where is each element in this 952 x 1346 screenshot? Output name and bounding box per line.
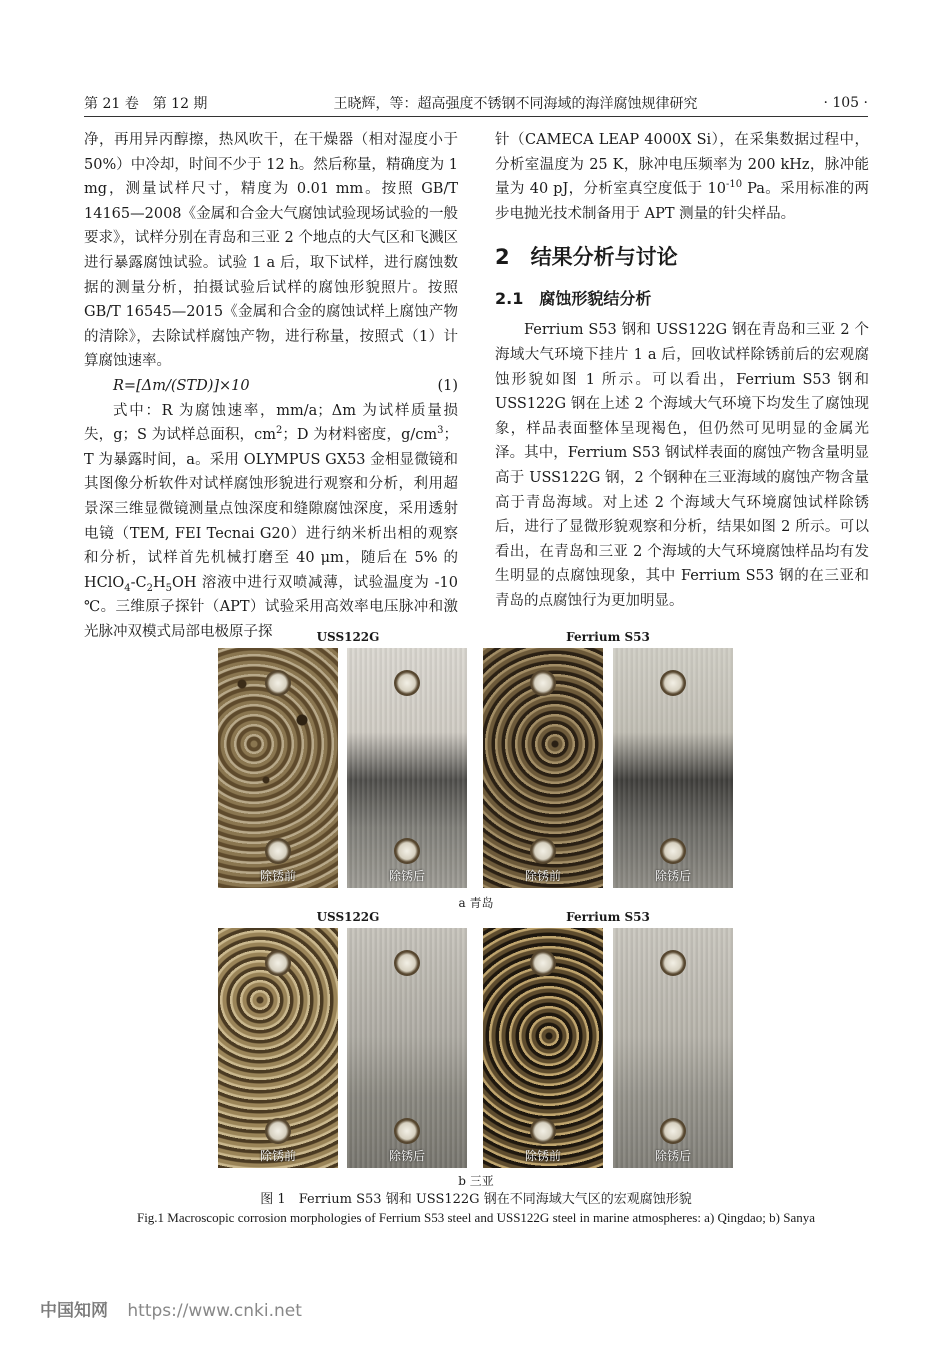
mounting-hole [530,670,556,696]
subcaption-b: b 三亚 [458,1174,494,1188]
specimen-photo [347,928,467,1168]
superscript: -10 [726,179,743,191]
panel-label: 除锈前 [259,1149,296,1163]
text-run: ；D 为材料密度，g/cm [282,427,438,444]
mounting-hole [660,1118,686,1144]
running-header [84,92,868,114]
mounting-hole [265,950,291,976]
header-title: 王晓辉，等：超高强度不锈钢不同海域的海洋腐蚀规律研究 [333,96,698,112]
section-title: 2 结果分析与讨论 [495,245,678,270]
subscript: 4 [124,582,131,594]
paragraph [495,128,869,226]
text-run: Pa。采用标准的两步电抛光技术制备用于 APT 测量的针尖样品。 [495,181,869,222]
panel-label: 除锈后 [388,869,425,883]
formula [84,374,458,399]
text-run: H [153,574,166,591]
specimen-photo [483,648,603,888]
text-run: 式中：R 为腐蚀速率，mm/a；Δm 为试样质量损失，g；S 为试样总面积，cm [84,402,458,444]
group-label-uss122g: USS122G [316,630,380,644]
watermark-logo-text: 中国知网 [40,1301,108,1321]
panel-label: 除锈后 [654,1149,691,1163]
paragraph [84,399,458,645]
header-page-number: · 105 · [823,95,868,111]
formula-number: (1) [437,377,458,394]
group-label-ferrium: Ferrium S53 [566,630,650,644]
mounting-hole [394,950,420,976]
specimen-photo [218,648,338,888]
paragraph: 净，再用异丙醇擦，热风吹干，在干燥器（相对湿度小于 50%）中冷却，时间不少于 12 h。然后称量，精确度为 1 mg，测量试样尺寸，精度为 0.01 mm。按照 GB/T 14165—2008《金属和合金大气腐蚀试验现场试验的一般要求》，试样分别在青岛和三亚 2 个地点的大气区和飞溅区进行暴露腐蚀试验。试验 1 a 后，取下试样，进行腐蚀数据的测量分析，拍摄试验后试样的腐蚀形貌照片。按照 GB/T 16545—2015《金属和合金的腐蚀试样上腐蚀产物的清除》，去除试样腐蚀产物，进行称量，按照式（1）计算腐蚀速率。 [84,132,458,370]
watermark-url: https://www.cnki.net [127,1301,302,1321]
specimen-photo [613,928,733,1168]
panel-label: 除锈后 [654,869,691,883]
superscript: 3 [437,425,444,437]
paragraph: Ferrium S53 钢和 USS122G 钢在青岛和三亚 2 个海域大气环境下挂片 1 a 后，回收试样除锈前后的宏观腐蚀形貌如图 1 所示。可以看出，Ferrium S53 钢和 USS122G 钢在上述 2 个海域大气环境下均发生了腐蚀现象，样品表面整体呈现褐色，但仍然可见明显的金属光泽。其中，Ferrium S53 钢试样表面的腐蚀产物含量明显高于 USS122G 钢，2 个钢种在三亚海域的腐蚀产物含量高于青岛海域。对上述 2 个海域大气环境腐蚀试样除锈后，进行了显微形貌观察和分析，结果如图 2 所示。可以看出，在青岛和三亚 2 个海域的大气环境腐蚀样品均有发生明显的点腐蚀现象，其中 Ferrium S53 钢的在三亚和青岛的点腐蚀行为更加明显。 [495,322,869,609]
text-run: 针（CAMECA LEAP 4000X Si），在采集数据过程中，分析室温度为 25 K，脉冲电压频率为 200 kHz，脉冲能量为 40 pJ，分析室真空度低于 10 [495,132,869,198]
mounting-hole [394,838,420,864]
mounting-hole [265,1118,291,1144]
mounting-hole [394,670,420,696]
panel-label: 除锈前 [259,869,296,883]
left-column [84,128,458,644]
subscript: 5 [165,582,173,594]
text-run: OH 溶液中进行双喷减薄，试验温度为 -10 ℃。三维原子探针（APT）试验采用高效率电压脉冲和激光脉冲双模式局部电极原子探 [84,574,458,640]
mounting-hole [660,670,686,696]
right-column [495,128,869,614]
figure-caption-en: Fig.1 Macroscopic corrosion morphologies of Ferrium S53 steel and USS122G steel in marine atmospheres: a) Qingdao; b) Sanya [136,1210,816,1225]
mounting-hole [660,950,686,976]
panel-label: 除锈前 [524,869,561,883]
panel-label: 除锈后 [388,1149,425,1163]
specimen-photo [483,928,603,1168]
panel-label: 除锈前 [524,1149,561,1163]
figure-caption-cn: 图 1 Ferrium S53 钢和 USS122G 钢在不同海域大气区的宏观腐蚀形貌 [260,1192,692,1207]
mounting-hole [530,838,556,864]
mounting-hole [530,1118,556,1144]
header-volume: 第 21 卷 第 12 期 [84,96,208,112]
mounting-hole [394,1118,420,1144]
mounting-hole [265,838,291,864]
mounting-hole [530,950,556,976]
text-run: -C [130,574,147,591]
figure-1 [0,626,952,1246]
header-rule [84,116,868,117]
specimen-photo [347,648,467,888]
subscript: 2 [146,582,154,594]
subcaption-a: a 青岛 [458,896,494,910]
group-label-uss122g: USS122G [316,910,380,924]
formula-expression: R=[Δm/(STD)]×10 [113,377,250,394]
superscript: 2 [276,425,283,437]
specimen-photo [613,648,733,888]
mounting-hole [265,670,291,696]
group-label-ferrium: Ferrium S53 [566,910,650,924]
subsection-title: 2.1 腐蚀形貌结分析 [495,289,652,309]
specimen-photo [218,928,338,1168]
mounting-hole [660,838,686,864]
watermark [40,1296,302,1321]
text-run: ；T 为暴露时间，a。采用 OLYMPUS GX53 金相显微镜和其图像分析软件对试样腐蚀形貌进行观察和分析，利用超景深三维显微镜测量点蚀深度和缝隙腐蚀深度，采用透射电镜（TEM, FEI Tecnai G20）进行纳米析出相的观察和分析，试样首先机械打磨至 40 μm，随后在 5% 的 HClO [84,427,458,591]
